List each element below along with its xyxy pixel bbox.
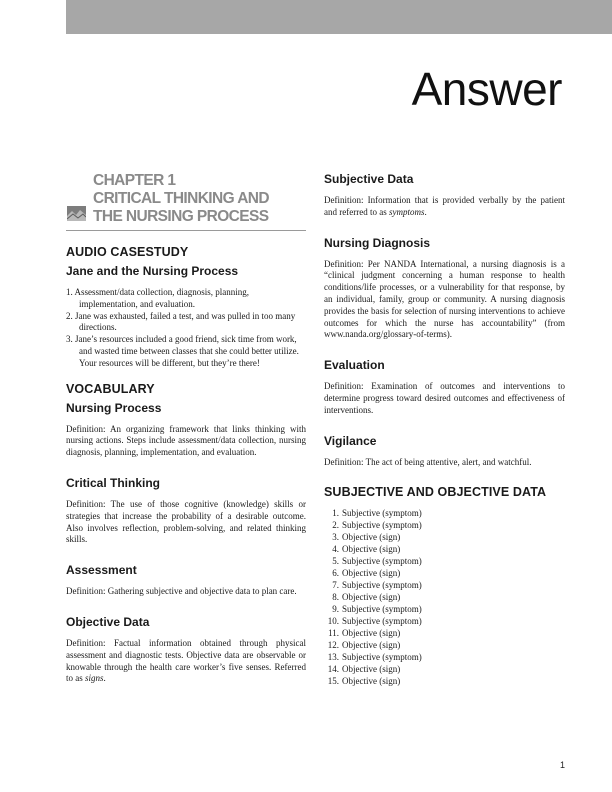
subjective-objective-list xyxy=(324,507,565,687)
term-nursing-process: Nursing Process xyxy=(66,400,162,415)
list-item: 2. Jane was exhausted, failed a test, and was pulled in too many directions. xyxy=(66,310,296,333)
audio-casestudy-heading: AUDIO CASESTUDY xyxy=(66,245,189,259)
list-item: 5. Subjective (symptom) xyxy=(332,556,422,567)
term-objective-data: Objective Data xyxy=(66,614,150,629)
definition-evaluation: Definition: Examination of outcomes and interventions to determine progress toward desired outcomes and effectiveness of interventions. xyxy=(324,381,565,415)
list-item: 15. Objective (sign) xyxy=(327,676,401,687)
list-item: 3. Objective (sign) xyxy=(332,532,401,543)
definition-nursing-process: Definition: An organizing framework that links thinking with nursing actions. Steps include assessment/data collection, nursing diagnosis, planning, implementation, and evaluation. xyxy=(66,423,306,458)
subjective-objective-heading: SUBJECTIVE AND OBJECTIVE DATA xyxy=(324,485,547,500)
chapter-title-line-1: CRITICAL THINKING AND xyxy=(93,190,269,207)
definition-subjective-data xyxy=(324,195,565,219)
term-nursing-diagnosis: Nursing Diagnosis xyxy=(324,235,431,250)
emphasis-term: symptoms xyxy=(388,206,425,217)
list-item: 13. Subjective (symptom) xyxy=(327,652,422,663)
list-item: 11. Objective (sign) xyxy=(328,628,401,639)
definition-nursing-diagnosis: Definition: Per NANDA International, a nursing diagnosis is a “clinical judgment concerning a human response to health conditions/life processes, or a vulnerability for that response, by an individual, family, group or community. A nursing diagnosis provides the basis for selection of nursing interventions to achieve outcomes for which the nurse has accountability” (from www.nanda.org/glossary-of-terms). xyxy=(324,258,565,340)
definition-end: . xyxy=(103,673,106,684)
definition-vigilance: Definition: The act of being attentive, alert, and watchful. xyxy=(324,456,532,467)
list-item: 4. Objective (sign) xyxy=(332,544,401,555)
list-item: 7. Subjective (symptom) xyxy=(332,580,422,591)
term-assessment: Assessment xyxy=(66,563,137,578)
list-item: 1. Subjective (symptom) xyxy=(332,508,422,519)
header-bar xyxy=(66,0,612,34)
right-column xyxy=(324,172,565,687)
list-item: 6. Objective (sign) xyxy=(332,568,401,579)
chapter-number: CHAPTER 1 xyxy=(93,172,176,189)
definition-text: Definition: Information that is provided verbally by the patient and referred to as xyxy=(324,195,565,217)
page-number: 1 xyxy=(559,760,565,770)
term-vigilance: Vigilance xyxy=(324,433,377,448)
list-item: 1. Assessment/data collection, diagnosis, planning, implementation, and evaluation. xyxy=(66,287,249,309)
chapter-decoration-icon xyxy=(67,206,86,221)
list-item: 10. Subjective (symptom) xyxy=(327,616,422,627)
chapter-title-line-2: THE NURSING PROCESS xyxy=(93,208,269,225)
emphasis-term: signs xyxy=(85,673,104,684)
term-subjective-data: Subjective Data xyxy=(324,172,414,186)
list-item: 12. Objective (sign) xyxy=(327,640,401,651)
list-item: 3. Jane’s resources included a good friend, sick time from work, and wasted time between classes that she could better utilize. Your resources will be different, but they’re there! xyxy=(66,334,299,368)
definition-assessment: Definition: Gathering subjective and objective data to plan care. xyxy=(66,586,297,597)
casestudy-answers-list xyxy=(66,287,306,370)
vocabulary-heading: VOCABULARY xyxy=(66,381,155,396)
definition-end: . xyxy=(424,206,427,217)
chapter-heading xyxy=(66,172,306,231)
definition-objective-data xyxy=(66,638,306,685)
term-critical-thinking: Critical Thinking xyxy=(66,475,161,490)
left-column xyxy=(66,172,306,702)
term-evaluation: Evaluation xyxy=(324,358,385,373)
list-item: 2. Subjective (symptom) xyxy=(332,520,422,531)
page-title: Answer xyxy=(411,63,562,115)
definition-text: Definition: Factual information obtained through physical assessment and diagnostic tests. Objective data are observable or knowable through the health care worker’s five senses. Referred to as xyxy=(66,637,306,684)
list-item: 14. Objective (sign) xyxy=(327,664,401,675)
list-item: 9. Subjective (symptom) xyxy=(332,604,422,615)
definition-critical-thinking: Definition: The use of those cognitive (knowledge) skills or strategies that increase the probability of a desirable outcome. Also involves reflection, problem-solving, and related thinking skills. xyxy=(66,498,306,545)
audio-casestudy-subheading: Jane and the Nursing Process xyxy=(66,264,239,278)
list-item: 8. Objective (sign) xyxy=(332,592,401,603)
